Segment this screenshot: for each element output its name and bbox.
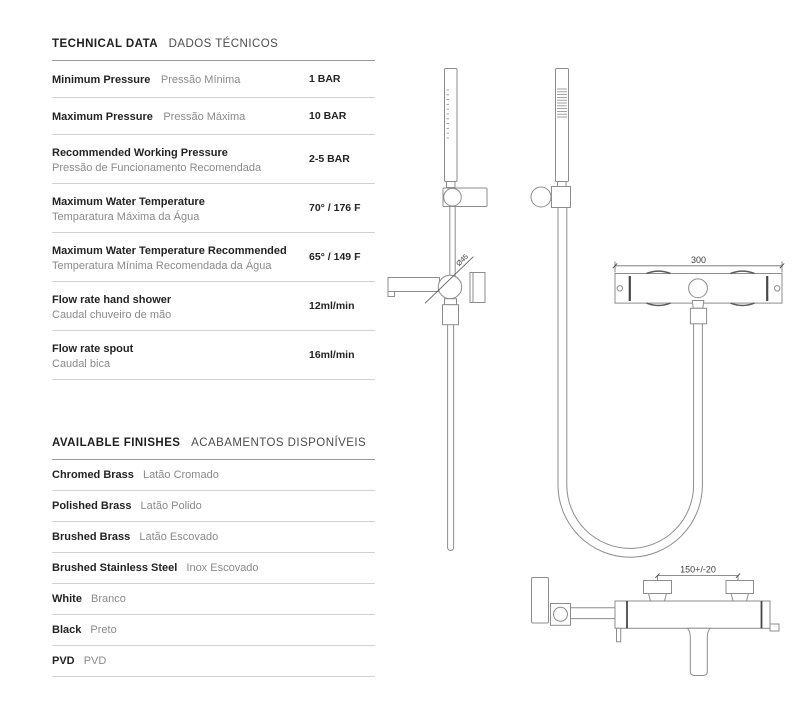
row-label-en: Maximum Water Temperature — [52, 196, 205, 208]
finish-label-en: PVD — [52, 654, 75, 667]
specs-column — [52, 36, 375, 677]
finish-label-pt: Branco — [91, 592, 126, 605]
finish-row — [52, 584, 375, 615]
side-view-drawing — [531, 69, 702, 558]
finish-label-en: Chromed Brass — [52, 468, 134, 481]
row-label-pt: Caudal bica — [52, 358, 111, 370]
technical-data-title-en: TECHNICAL DATA — [52, 38, 158, 50]
finish-label-en: Polished Brass — [52, 499, 132, 512]
row-label-en: Recommended Working Pressure — [52, 147, 228, 159]
finish-row — [52, 646, 375, 677]
technical-data-title-pt: DADOS TÉCNICOS — [168, 38, 279, 50]
row-value: 12ml/min — [309, 300, 355, 312]
row-labels — [52, 192, 304, 224]
spray-face-dots — [446, 90, 449, 138]
valve-diameter-dimension: Ø45 — [454, 251, 471, 268]
finish-label-pt: Preto — [90, 623, 117, 636]
finish-label-pt: Latão Cromado — [142, 468, 219, 481]
plan-view-drawing — [532, 564, 780, 675]
row-label-en: Flow rate hand shower — [52, 294, 172, 306]
bar-width-dimension: 300 — [690, 255, 707, 265]
row-label-en: Maximum Pressure — [52, 111, 153, 123]
row-labels — [52, 143, 304, 175]
row-label-en: Minimum Pressure — [52, 74, 151, 86]
finish-label-pt: Latão Polido — [140, 499, 202, 512]
row-label-en: Maximum Water Temperature Recommended — [52, 245, 287, 257]
row-labels — [52, 241, 304, 273]
table-row — [52, 331, 375, 380]
finish-row — [52, 553, 375, 584]
table-row — [52, 282, 375, 331]
available-finishes-title — [52, 435, 375, 451]
row-label-en: Flow rate spout — [52, 343, 134, 355]
row-label-pt: Pressão Máxima — [163, 111, 246, 123]
finish-label-en: Black — [52, 623, 82, 636]
row-label-pt: Temparatura Máxima da Água — [52, 211, 200, 223]
finish-label-en: Brushed Brass — [52, 530, 131, 543]
row-label-pt: Pressão de Funcionamento Recomendada — [52, 162, 262, 174]
row-value: 2-5 BAR — [309, 153, 350, 165]
row-value: 10 BAR — [309, 110, 347, 122]
finish-row — [52, 522, 375, 553]
row-value: 1 BAR — [309, 73, 341, 85]
row-labels — [52, 70, 304, 88]
finish-row — [52, 460, 375, 491]
table-row — [52, 184, 375, 233]
technical-data-title — [52, 36, 375, 52]
union-spacing-dimension: 150+/-20 — [680, 564, 716, 575]
finish-label-en: White — [52, 592, 82, 605]
finish-label-en: Brushed Stainless Steel — [52, 561, 178, 574]
row-value: 65° / 149 F — [309, 251, 361, 263]
top-view-drawing — [613, 255, 784, 324]
available-finishes-title-pt: ACABAMENTOS DISPONÍVEIS — [191, 437, 367, 449]
table-row — [52, 135, 375, 184]
finish-label-pt: PVD — [83, 654, 107, 667]
finish-label-pt: Latão Escovado — [139, 530, 219, 543]
table-row — [52, 233, 375, 282]
finish-row — [52, 615, 375, 646]
available-finishes-title-en: AVAILABLE FINISHES — [52, 437, 181, 449]
finish-label-pt: Inox Escovado — [186, 561, 259, 574]
row-labels — [52, 339, 304, 371]
row-labels — [52, 107, 304, 125]
table-row — [52, 61, 375, 98]
front-view-drawing — [388, 69, 487, 551]
finish-row — [52, 491, 375, 522]
row-value: 70° / 176 F — [309, 202, 361, 214]
spray-face-hatch — [557, 89, 567, 117]
row-label-pt: Pressão Mínima — [160, 74, 241, 86]
row-label-pt: Temperatura Mínima Recomendada da Água — [52, 260, 272, 272]
available-finishes-section — [52, 435, 375, 677]
table-row — [52, 98, 375, 135]
row-value: 16ml/min — [309, 349, 355, 361]
row-label-pt: Caudal chuveiro de mão — [52, 309, 172, 321]
row-labels — [52, 290, 304, 322]
